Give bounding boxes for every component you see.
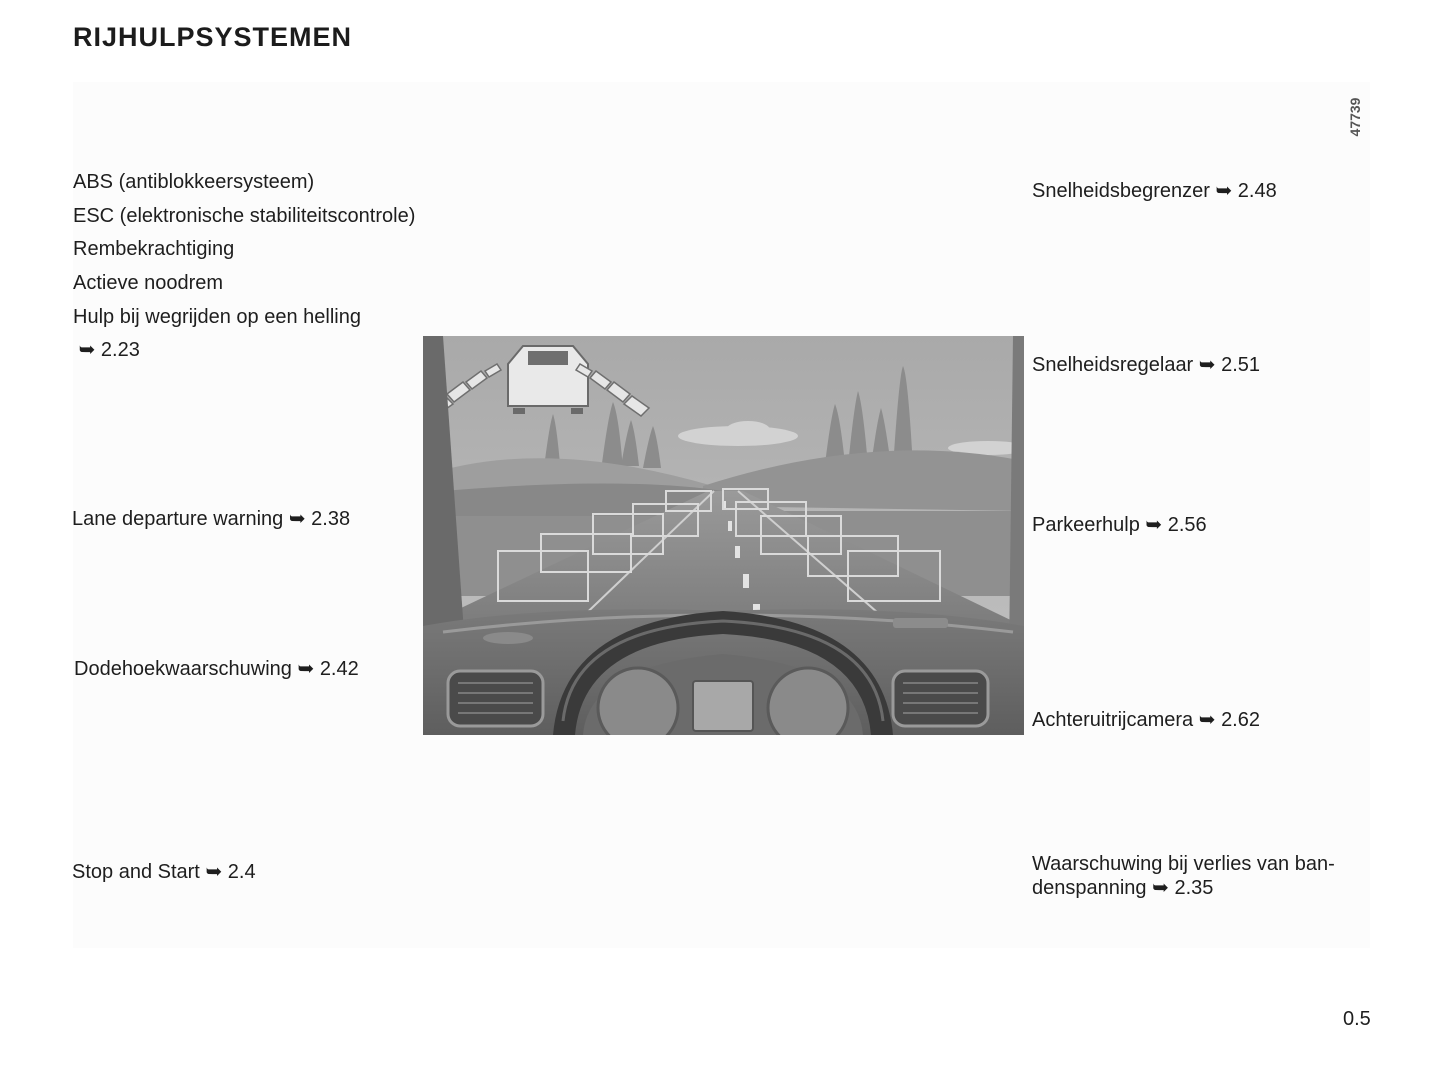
arrow-icon: ➥ (78, 339, 96, 362)
arrow-icon: ➥ (288, 508, 306, 530)
page-title: RIJHULPSYSTEMEN (73, 22, 353, 52)
driver-view-illustration (423, 336, 1024, 735)
list-item: Hulp bij wegrijden op een helling (73, 305, 361, 328)
list-item: Rembekrachtiging (73, 238, 235, 261)
braking-systems-list (73, 170, 415, 372)
tyre-label-line1: Waarschuwing bij verlies van ban- (1032, 853, 1335, 875)
callout-cruise-control[interactable]: Snelheidsregelaar ➥ 2.51 (1032, 354, 1261, 376)
callout-rear-camera[interactable]: Achteruitrijcamera ➥ 2.62 (1032, 709, 1260, 731)
arrow-icon: ➥ (1198, 709, 1216, 731)
list-item: Actieve noodrem (73, 272, 224, 295)
arrow-icon: ➥ (1215, 180, 1233, 202)
arrow-icon: ➥ (297, 658, 315, 680)
arrow-icon: ➥ (1152, 877, 1169, 899)
callout-blind-spot[interactable]: Dodehoekwaarschuwing ➥ 2.42 (74, 658, 359, 680)
callout-lane-departure[interactable]: Lane departure warning ➥ 2.38 (72, 508, 351, 530)
arrow-icon: ➥ (1198, 354, 1216, 376)
illustration-code: 47739 (1347, 97, 1363, 137)
list-item: ABS (antiblokkeersysteem) (73, 171, 315, 193)
callout-parking-assist[interactable]: Parkeerhulp ➥ 2.56 (1032, 514, 1207, 536)
callout-tyre-pressure[interactable]: Waarschuwing bij verlies van ban- denspanning ➥ 2.35 (1032, 852, 1360, 900)
callout-stop-start[interactable]: Stop and Start ➥ 2.4 (72, 861, 256, 883)
page-number: 0.5 (1343, 1008, 1371, 1030)
arrow-icon: ➥ (1145, 514, 1163, 536)
list-ref[interactable]: ➥ 2.23 (78, 339, 140, 362)
arrow-icon: ➥ (205, 861, 223, 883)
list-item: ESC (elektronische stabiliteitscontrole) (73, 204, 416, 227)
front-car-icon (508, 346, 588, 414)
callout-speed-limiter[interactable]: Snelheidsbegrenzer ➥ 2.48 (1032, 180, 1277, 202)
